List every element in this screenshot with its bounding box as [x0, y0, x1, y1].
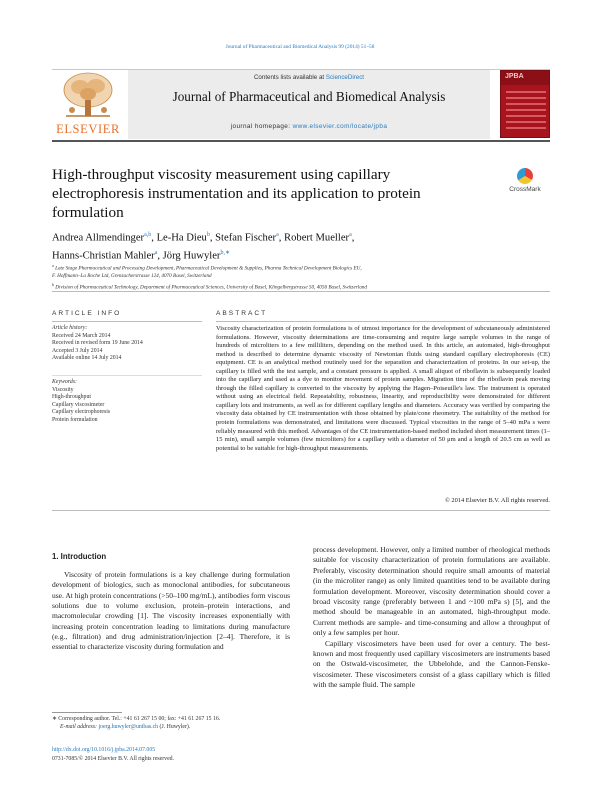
author-list: Andrea Allmendinger$^{a,b}$, Le-Ha Dieu$^b$, Stefan Fischer$^a$, Robert Mueller$^a$, Hanns-Christian Mahler$^a$, Jörg Huwyler$^{b,∗}$	[52, 232, 355, 262]
corresponding-author-note: ∗ Corresponding author. Tel.: +41 61 267 15 00; fax: +41 61 267 15 16.	[52, 716, 221, 722]
elsevier-tree-icon	[52, 70, 124, 122]
affiliation-line: $^b$ Division of Pharmaceutical Technology, Department of Pharmaceutical Sciences, University of Basel, Klingelbergstrasse 50, 4056 Basel, Switzerland	[52, 281, 367, 291]
history-item: Received 24 March 2014	[52, 332, 111, 339]
sciencedirect-link[interactable]: ScienceDirect	[325, 74, 365, 81]
masthead-bottom-rule	[52, 140, 550, 142]
abstract-bottom-rule	[52, 510, 550, 511]
publisher-logo-text: ELSEVIER	[56, 122, 120, 136]
journal-homepage-line	[128, 123, 490, 130]
email-link[interactable]: joerg.huwyler@unibas.ch	[98, 723, 159, 730]
running-head[interactable]: Journal of Pharmaceutical and Biomedical Analysis 99 (2014) 51–58	[225, 44, 375, 50]
article-history	[52, 325, 202, 363]
author-name: Robert Mueller	[284, 232, 350, 244]
author-affiliation-marker[interactable]: a,b	[144, 232, 152, 238]
author-name: Stefan Fischer	[215, 232, 277, 244]
journal-cover-thumbnail	[500, 70, 550, 138]
author-affiliation-marker[interactable]: a	[349, 232, 352, 238]
keyword-item: Protein formulation	[52, 416, 98, 423]
email-suffix: (J. Huwyler).	[158, 723, 191, 730]
crossmark-icon	[517, 168, 533, 184]
intro-left-column: Viscosity of protein formulations is a key challenge during formulation development of biologics, such as monoclonal antibodies, for subcutaneous use. At high protein concentrations (>50–100 mg/mL), antibodies form viscous solutions due to volume exclusion, protein–protein interactions, and macromolecular crowding [1]. The viscosity increases exponentially with increasing protein concentration leading to limitations during manufacture (e.g., filtration) and drug administration/injection [2–4]. Therefore, it is essential to characterize viscosity during formulation and	[52, 570, 290, 652]
contents-prefix: Contents lists available at	[253, 74, 326, 81]
history-item: Received in revised form 19 June 2014	[52, 340, 143, 347]
article-info-rule	[52, 321, 202, 322]
footnote-rule	[52, 712, 122, 713]
journal-homepage-link[interactable]: www.elsevier.com/locate/jpba	[292, 123, 388, 130]
author-name: Hanns-Christian Mahler	[52, 250, 155, 262]
affiliation-rule	[52, 291, 550, 292]
section-heading-introduction: 1. Introduction	[52, 552, 107, 561]
abstract-heading: ABSTRACT	[216, 310, 268, 317]
intro-paragraph: Capillary viscosimeters have been used for over a century. The best-known and most frequently used capillary viscosimeters are instruments based on the Ostwald-viscosimeter, the Ubbelohde, and the Cannon-Fenske-viscosimeter. These viscosimeters consist of a glass capillary which is filled with the sample fluid. The sample	[313, 638, 550, 690]
keyword-item: High-throughput	[52, 394, 91, 401]
crossmark-badge[interactable]	[500, 168, 550, 200]
history-item: Accepted 3 July 2014	[52, 347, 103, 354]
intro-paragraph: process development. However, only a limited number of rheological methods suitable for viscosity characterization of protein formulations are available. Preferably, viscosity determination should require small amounts of material (in the microliter range) as only limited quantities tend to be available during formulation development. Moreover, viscosity determination should cover a broad viscosity range (preferably between 1 and ~100 mPa s) [5], and the method should be manageable in an automated, high-throughput mode. Current methods are sample- and time-consuming and allow a throughput of only a few samples per hour.	[313, 545, 550, 638]
article-info-heading: ARTICLE INFO	[52, 310, 122, 317]
history-label: Article history:	[52, 325, 88, 331]
author-name: Andrea Allmendinger	[52, 232, 145, 244]
keywords	[52, 379, 202, 425]
elsevier-tree-logo	[52, 70, 124, 128]
abstract-rule	[216, 321, 550, 322]
keyword-item: Viscosity	[52, 386, 74, 393]
contents-available-line	[128, 74, 490, 81]
author-affiliation-marker[interactable]: b	[206, 232, 210, 238]
homepage-prefix: journal homepage:	[230, 123, 293, 130]
keywords-rule	[52, 375, 202, 376]
footnotes	[52, 716, 292, 731]
cover-title: JPBA	[505, 73, 524, 80]
email-label: E-mail address:	[60, 723, 99, 730]
email-note	[52, 724, 292, 732]
journal-title: Journal of Pharmaceutical and Biomedical Analysis	[172, 89, 446, 104]
abstract-copyright: © 2014 Elsevier B.V. All rights reserved.	[444, 497, 550, 504]
author-name: Jörg Huwyler	[162, 250, 221, 262]
author-affiliation-marker[interactable]: b,∗	[220, 250, 230, 257]
keyword-item: Capillary viscosimeter	[52, 401, 105, 408]
doi-link[interactable]: http://dx.doi.org/10.1016/j.jpba.2014.07.005	[52, 747, 156, 753]
affiliations	[52, 262, 552, 292]
issn-line: 0731-7085/© 2014 Elsevier B.V. All rights reserved.	[52, 756, 174, 762]
author-affiliation-marker[interactable]: a	[154, 250, 158, 257]
history-item: Available online 14 July 2014	[52, 355, 122, 362]
intro-right-column	[313, 545, 550, 691]
author-name: Le-Ha Dieu	[156, 232, 207, 244]
article-title: High-throughput viscosity measurement using capillary electrophoresis instrumentation and its application to protein formulation	[52, 166, 421, 221]
crossmark-label: CrossMark	[509, 186, 541, 193]
affiliation-line: F. Hoffmann–La Roche Ltd, Grenzacherstrasse 124, 4070 Basel, Switzerland	[52, 273, 212, 280]
abstract-text: Viscosity characterization of protein formulations is of utmost importance for the development of subcutaneously administered formulations. However, viscosity determinations are time-consuming and require large sample volumes in the range of hundreds of microliters to a few milliliters, depending on the method used. In this article, an automated, high-throughput method is described to determine dynamic viscosity of Newtonian fluids using standard capillary electrophoresis (CE) equipment. CE is an analytical method routinely used for the separation and characterization of proteins. In our set-up, the capillary is filled with the test sample, and a constant pressure is applied. A small aliquot of riboflavin is subsequently loaded into the capillary and used as a dye to monitor movement of protein samples. Migration time of the riboflavin peak moving through the filled capillary is converted to the viscosity by applying the Hagen–Poiseuille's law. The instrument is operated without using an electrical field. Repeatability, robustness, linearity, and reproducibility were demonstrated for different capillary lots and instruments, as well as for different capillary lengths and diameters. Accuracy was verified by comparing the viscosity data obtained by CE instrumentation with those obtained by plate/cone rheometry. The suitability of the method for protein formulations was demonstrated, and limitations were discussed. Typical viscosities in the range of 5–40 mPa s were reliably measured with this method. Advantages of the CE instrumentation-based method included short measurement times (1–15 min), small sample volumes (few microliters) for a capillary with a diameter of 50 μm and a length of 20.5 cm as well as potential to be suitable for high-throughput measurements.	[216, 325, 550, 452]
cover-lines	[506, 91, 546, 133]
author-affiliation-marker[interactable]: a	[276, 232, 279, 238]
affiliation-line: $^a$ Late Stage Pharmaceutical and Processing Development, Pharmaceutical Development & Supplies, Pharma Technical Development Biologics EU,	[52, 263, 362, 272]
keywords-label: Keywords:	[52, 379, 77, 385]
keyword-item: Capillary electrophoresis	[52, 409, 111, 416]
